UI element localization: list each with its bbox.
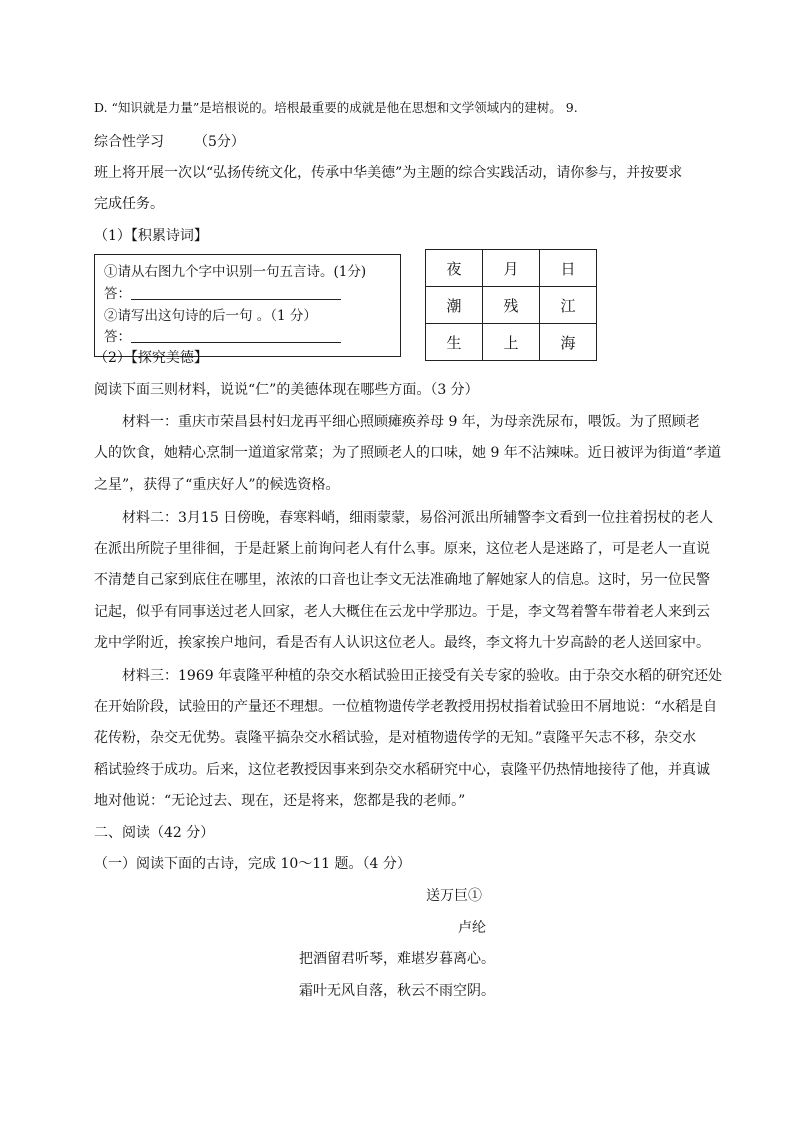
material2-line: 不清楚自己家到底住在哪里，浓浓的口音也让李文无法准确地了解她家人的信息。这时，另一位民警 (94, 572, 710, 588)
material2-line: 记起，似乎有同事送过老人回家，老人大概住在云龙中学那边。于是，李文驾着警车带着老人来到云 (94, 604, 710, 620)
poem-title: 送万巨① (426, 888, 482, 904)
answer-1-blank[interactable] (131, 299, 341, 300)
material3-line: 稻试验终于成功。后来，这位老教授因事来到杂交水稻研究中心，袁隆平仍热情地接待了他，并真诚 (94, 762, 710, 778)
reading-title: 二、阅读（42 分） (94, 825, 215, 841)
grid-cell: 月 (483, 250, 540, 287)
material3-line: 地对他说：“无论过去、现在，还是将来，您都是我的老师。” (94, 793, 466, 809)
grid-cell: 海 (540, 324, 597, 361)
section-title (94, 132, 245, 152)
material2-line: 在派出所院子里徘徊，于是赶紧上前询问老人有什么事。原来，这位老人是迷路了，可是老人一直说 (94, 541, 710, 557)
box-answer-1-label: 答： (104, 286, 131, 302)
box-question-2: ②请写出这句诗的后一句 。（1 分） (104, 308, 317, 324)
grid-cell: 夜 (426, 250, 483, 287)
part2-title: （2）【探究美德】 (94, 350, 208, 366)
reading-subtitle: （一）阅读下面的古诗，完成 10～11 题。（4 分） (94, 856, 411, 872)
material2-line: 龙中学附近，挨家挨户地问，看是否有人认识这位老人。最终，李文将九十岁高龄的老人送回家中。 (94, 635, 710, 651)
box-answer-2-label: 答： (104, 329, 131, 345)
material3-line: 花传粉，杂交无优势。袁隆平搞杂交水稻试验，是对植物遗传学的无知。”袁隆平矢志不移，杂交水 (94, 730, 697, 746)
part1-title: （1）【积累诗词】 (94, 228, 208, 244)
part2-prompt: 阅读下面三则材料，说说“仁”的美德体现在哪些方面。（3 分） (94, 382, 479, 398)
section-score: （5分） (194, 134, 245, 150)
intro-line-1: 班上将开展一次以“弘扬传统文化，传承中华美德”为主题的综合实践活动，请你参与，并按要求 (94, 165, 683, 181)
grid-cell: 潮 (426, 287, 483, 324)
answer-2-blank[interactable] (131, 342, 341, 343)
material1-line: 材料一：重庆市荣昌县村妇龙再平细心照顾瘫痪养母 9 年，为母亲洗尿布，喂饭。为了照顾老 (122, 414, 700, 430)
material3-line: 在开始阶段，试验田的产量还不理想。一位植物遗传学老教授用拐杖指着试验田不屑地说：“水稻是自 (94, 699, 718, 715)
grid-cell: 上 (483, 324, 540, 361)
grid-cell: 生 (426, 324, 483, 361)
intro-line-2: 完成任务。 (94, 196, 164, 212)
material1-line: 人的饮食，她精心烹制一道道家常菜；为了照顾老人的口味，她 9 年不沾辣味。近日被评为街道“孝道 (94, 445, 721, 461)
grid-cell: 江 (540, 287, 597, 324)
material2-line: 材料二：3月15 日傍晚，春寒料峭，细雨蒙蒙，易俗河派出所辅警李文看到一位拄着拐杖的老人 (122, 510, 714, 526)
poem-line-2: 霜叶无风自落，秋云不雨空阴。 (299, 983, 495, 999)
material3-line: 材料三：1969 年袁隆平种植的杂交水稻试验田正接受有关专家的验收。由于杂交水稻的研究还处 (122, 668, 723, 684)
grid-cell: 残 (483, 287, 540, 324)
poem-author: 卢纶 (458, 920, 486, 936)
material1-line: 之星”，获得了“重庆好人”的候选资格。 (94, 477, 340, 493)
poem-line-1: 把酒留君听琴，难堪岁暮离心。 (299, 951, 495, 967)
character-grid (425, 249, 597, 361)
grid-cell: 日 (540, 250, 597, 287)
section-title-text: 综合性学习 (94, 134, 164, 150)
option-d-line: D. “知识就是力量”是培根说的。培根最重要的成就是他在思想和文学领域内的建树。 9. (94, 100, 578, 115)
box-question-1: ①请从右图九个字中识别一句五言诗。(1分) (104, 264, 367, 280)
